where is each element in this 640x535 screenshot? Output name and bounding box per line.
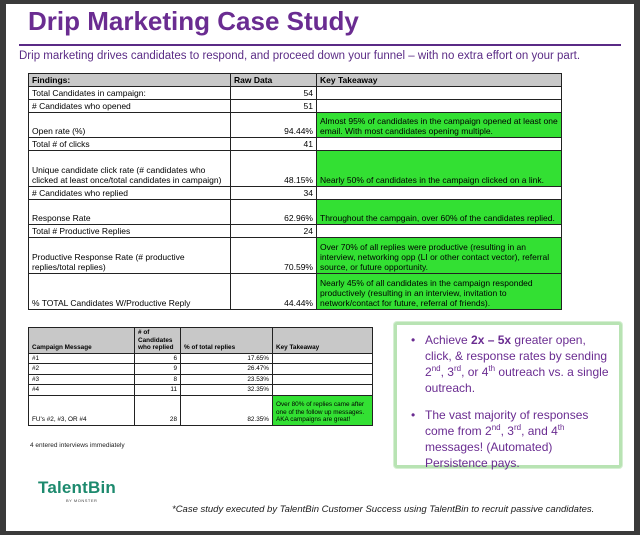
table-row bbox=[29, 385, 373, 396]
takeaway-cell: Throughout the campgain, over 60% of the candidates replied. bbox=[317, 200, 562, 225]
table-row bbox=[29, 395, 373, 425]
slide bbox=[6, 4, 634, 531]
replied-cell: 28 bbox=[135, 395, 181, 425]
replied-cell: 11 bbox=[135, 385, 181, 396]
campaign-message-header: Campaign Message bbox=[29, 328, 135, 354]
callout-text: Achieve bbox=[425, 333, 472, 347]
pct-cell: 32.35% bbox=[181, 385, 273, 396]
callout-emphasis: 2x – 5x bbox=[471, 333, 512, 347]
callout-bullet-2 bbox=[411, 407, 619, 472]
bullet-icon: • bbox=[411, 333, 416, 347]
ordinal-suffix: nd bbox=[491, 422, 501, 432]
callout-text: messages! (Automated) Persistence pays. bbox=[425, 439, 553, 470]
pct-cell: 82.35% bbox=[181, 395, 273, 425]
table-row bbox=[29, 274, 562, 310]
findings-header-row bbox=[29, 74, 562, 87]
campaign-message-cell: #1 bbox=[29, 353, 135, 364]
raw-data-cell: 44.44% bbox=[231, 274, 317, 310]
campaign-message-cell: #2 bbox=[29, 364, 135, 375]
takeaway-cell bbox=[317, 138, 562, 151]
replied-cell: 9 bbox=[135, 364, 181, 375]
finding-cell: Total # Productive Replies bbox=[29, 225, 231, 238]
raw-data-cell: 54 bbox=[231, 87, 317, 100]
ordinal-suffix: rd bbox=[513, 422, 522, 432]
table-row bbox=[29, 187, 562, 200]
logo-tagline: BY MONSTER bbox=[66, 498, 98, 503]
key-takeaway-header: Key Takeaway bbox=[273, 328, 373, 354]
raw-data-cell: 34 bbox=[231, 187, 317, 200]
takeaway-cell: Almost 95% of candidates in the campaign opened at least one email. With most candidates opening multiple. bbox=[317, 113, 562, 138]
key-takeaway-header: Key Takeaway bbox=[317, 74, 562, 87]
table-row bbox=[29, 113, 562, 138]
table-row bbox=[29, 364, 373, 375]
pct-cell: 26.47% bbox=[181, 364, 273, 375]
campaign-header-row bbox=[29, 328, 373, 354]
candidates-replied-header: # of Candidates who replied bbox=[135, 328, 181, 354]
takeaway-cell bbox=[317, 100, 562, 113]
finding-cell: Unique candidate click rate (# candidates who clicked at least once/total candidates in campaign) bbox=[29, 151, 231, 187]
takeaway-cell bbox=[273, 353, 373, 364]
callout-bullet-1 bbox=[411, 333, 619, 397]
takeaway-cell: Over 70% of all replies were productive (resulting in an interview, networking opp (LI or other contact vector), referral source, or future opportunity. bbox=[317, 238, 562, 274]
findings-header: Findings: bbox=[29, 74, 231, 87]
callout-text: The vast majority of responses come from 2 bbox=[425, 407, 589, 438]
footnote: *Case study executed by TalentBin Customer Success using TalentBin to recruit passive candidates. bbox=[172, 504, 595, 515]
bullet-icon: • bbox=[411, 407, 416, 422]
pct-replies-header: % of total replies bbox=[181, 328, 273, 354]
pct-cell: 17.65% bbox=[181, 353, 273, 364]
finding-cell: Total # of clicks bbox=[29, 138, 231, 151]
callout-text: , and 4 bbox=[521, 423, 558, 438]
finding-cell: # Candidates who replied bbox=[29, 187, 231, 200]
takeaway-cell bbox=[273, 364, 373, 375]
table-row bbox=[29, 100, 562, 113]
raw-data-cell: 24 bbox=[231, 225, 317, 238]
callout-text: , or 4 bbox=[461, 364, 489, 379]
table-row bbox=[29, 374, 373, 385]
finding-cell: Open rate (%) bbox=[29, 113, 231, 138]
table-row bbox=[29, 238, 562, 274]
replied-cell: 8 bbox=[135, 374, 181, 385]
raw-data-cell: 48.15% bbox=[231, 151, 317, 187]
table-row bbox=[29, 200, 562, 225]
finding-cell: Productive Response Rate (# productive replies/total replies) bbox=[29, 238, 231, 274]
table-row bbox=[29, 138, 562, 151]
finding-cell: Total Candidates in campaign: bbox=[29, 87, 231, 100]
takeaway-cell: Nearly 45% of all candidates in the campaign responded productively (resulting in an interview, invitation to network/contact for future, referral of friends). bbox=[317, 274, 562, 310]
takeaway-cell bbox=[317, 225, 562, 238]
callout-box bbox=[394, 322, 622, 468]
subtitle: Drip marketing drives candidates to respond, and proceed down your funnel – with no extra effort on your part. bbox=[19, 50, 581, 62]
ordinal-suffix: th bbox=[488, 363, 496, 373]
takeaway-cell bbox=[273, 385, 373, 396]
ordinal-suffix: nd bbox=[431, 363, 441, 373]
page-title: Drip Marketing Case Study bbox=[28, 6, 359, 36]
raw-data-cell: 70.59% bbox=[231, 238, 317, 274]
callout-text: greater open, click, & response rates by sending 2 bbox=[425, 333, 608, 379]
raw-data-cell: 41 bbox=[231, 138, 317, 151]
raw-data-cell: 94.44% bbox=[231, 113, 317, 138]
finding-cell: % TOTAL Candidates W/Productive Reply bbox=[29, 274, 231, 310]
raw-data-header: Raw Data bbox=[231, 74, 317, 87]
table-row bbox=[29, 151, 562, 187]
table-row bbox=[29, 225, 562, 238]
raw-data-cell: 62.96% bbox=[231, 200, 317, 225]
title-divider bbox=[19, 44, 621, 46]
campaign-message-cell: #4 bbox=[29, 385, 135, 396]
callout-text: , 3 bbox=[440, 364, 454, 379]
takeaway-cell bbox=[273, 374, 373, 385]
pct-cell: 23.53% bbox=[181, 374, 273, 385]
ordinal-suffix: th bbox=[557, 422, 565, 432]
interviews-note: 4 entered interviews immediately bbox=[30, 442, 125, 449]
callout-text: outreach vs. a single outreach. bbox=[425, 364, 609, 395]
replied-cell: 6 bbox=[135, 353, 181, 364]
findings-table bbox=[28, 73, 562, 310]
table-row bbox=[29, 87, 562, 100]
talentbin-logo: TalentBin bbox=[38, 478, 116, 497]
takeaway-cell bbox=[317, 87, 562, 100]
finding-cell: # Candidates who opened bbox=[29, 100, 231, 113]
callout-text: , 3 bbox=[500, 423, 514, 438]
campaign-message-cell: FU's #2, #3, OR #4 bbox=[29, 395, 135, 425]
takeaway-cell: Over 80% of replies came after one of the follow up messages. AKA campaigns are great! bbox=[273, 395, 373, 425]
campaign-table bbox=[28, 327, 373, 426]
table-row bbox=[29, 353, 373, 364]
ordinal-suffix: rd bbox=[453, 363, 462, 373]
raw-data-cell: 51 bbox=[231, 100, 317, 113]
finding-cell: Response Rate bbox=[29, 200, 231, 225]
callout-list bbox=[397, 333, 619, 472]
takeaway-cell: Nearly 50% of candidates in the campaign clicked on a link. bbox=[317, 151, 562, 187]
campaign-message-cell: #3 bbox=[29, 374, 135, 385]
takeaway-cell bbox=[317, 187, 562, 200]
